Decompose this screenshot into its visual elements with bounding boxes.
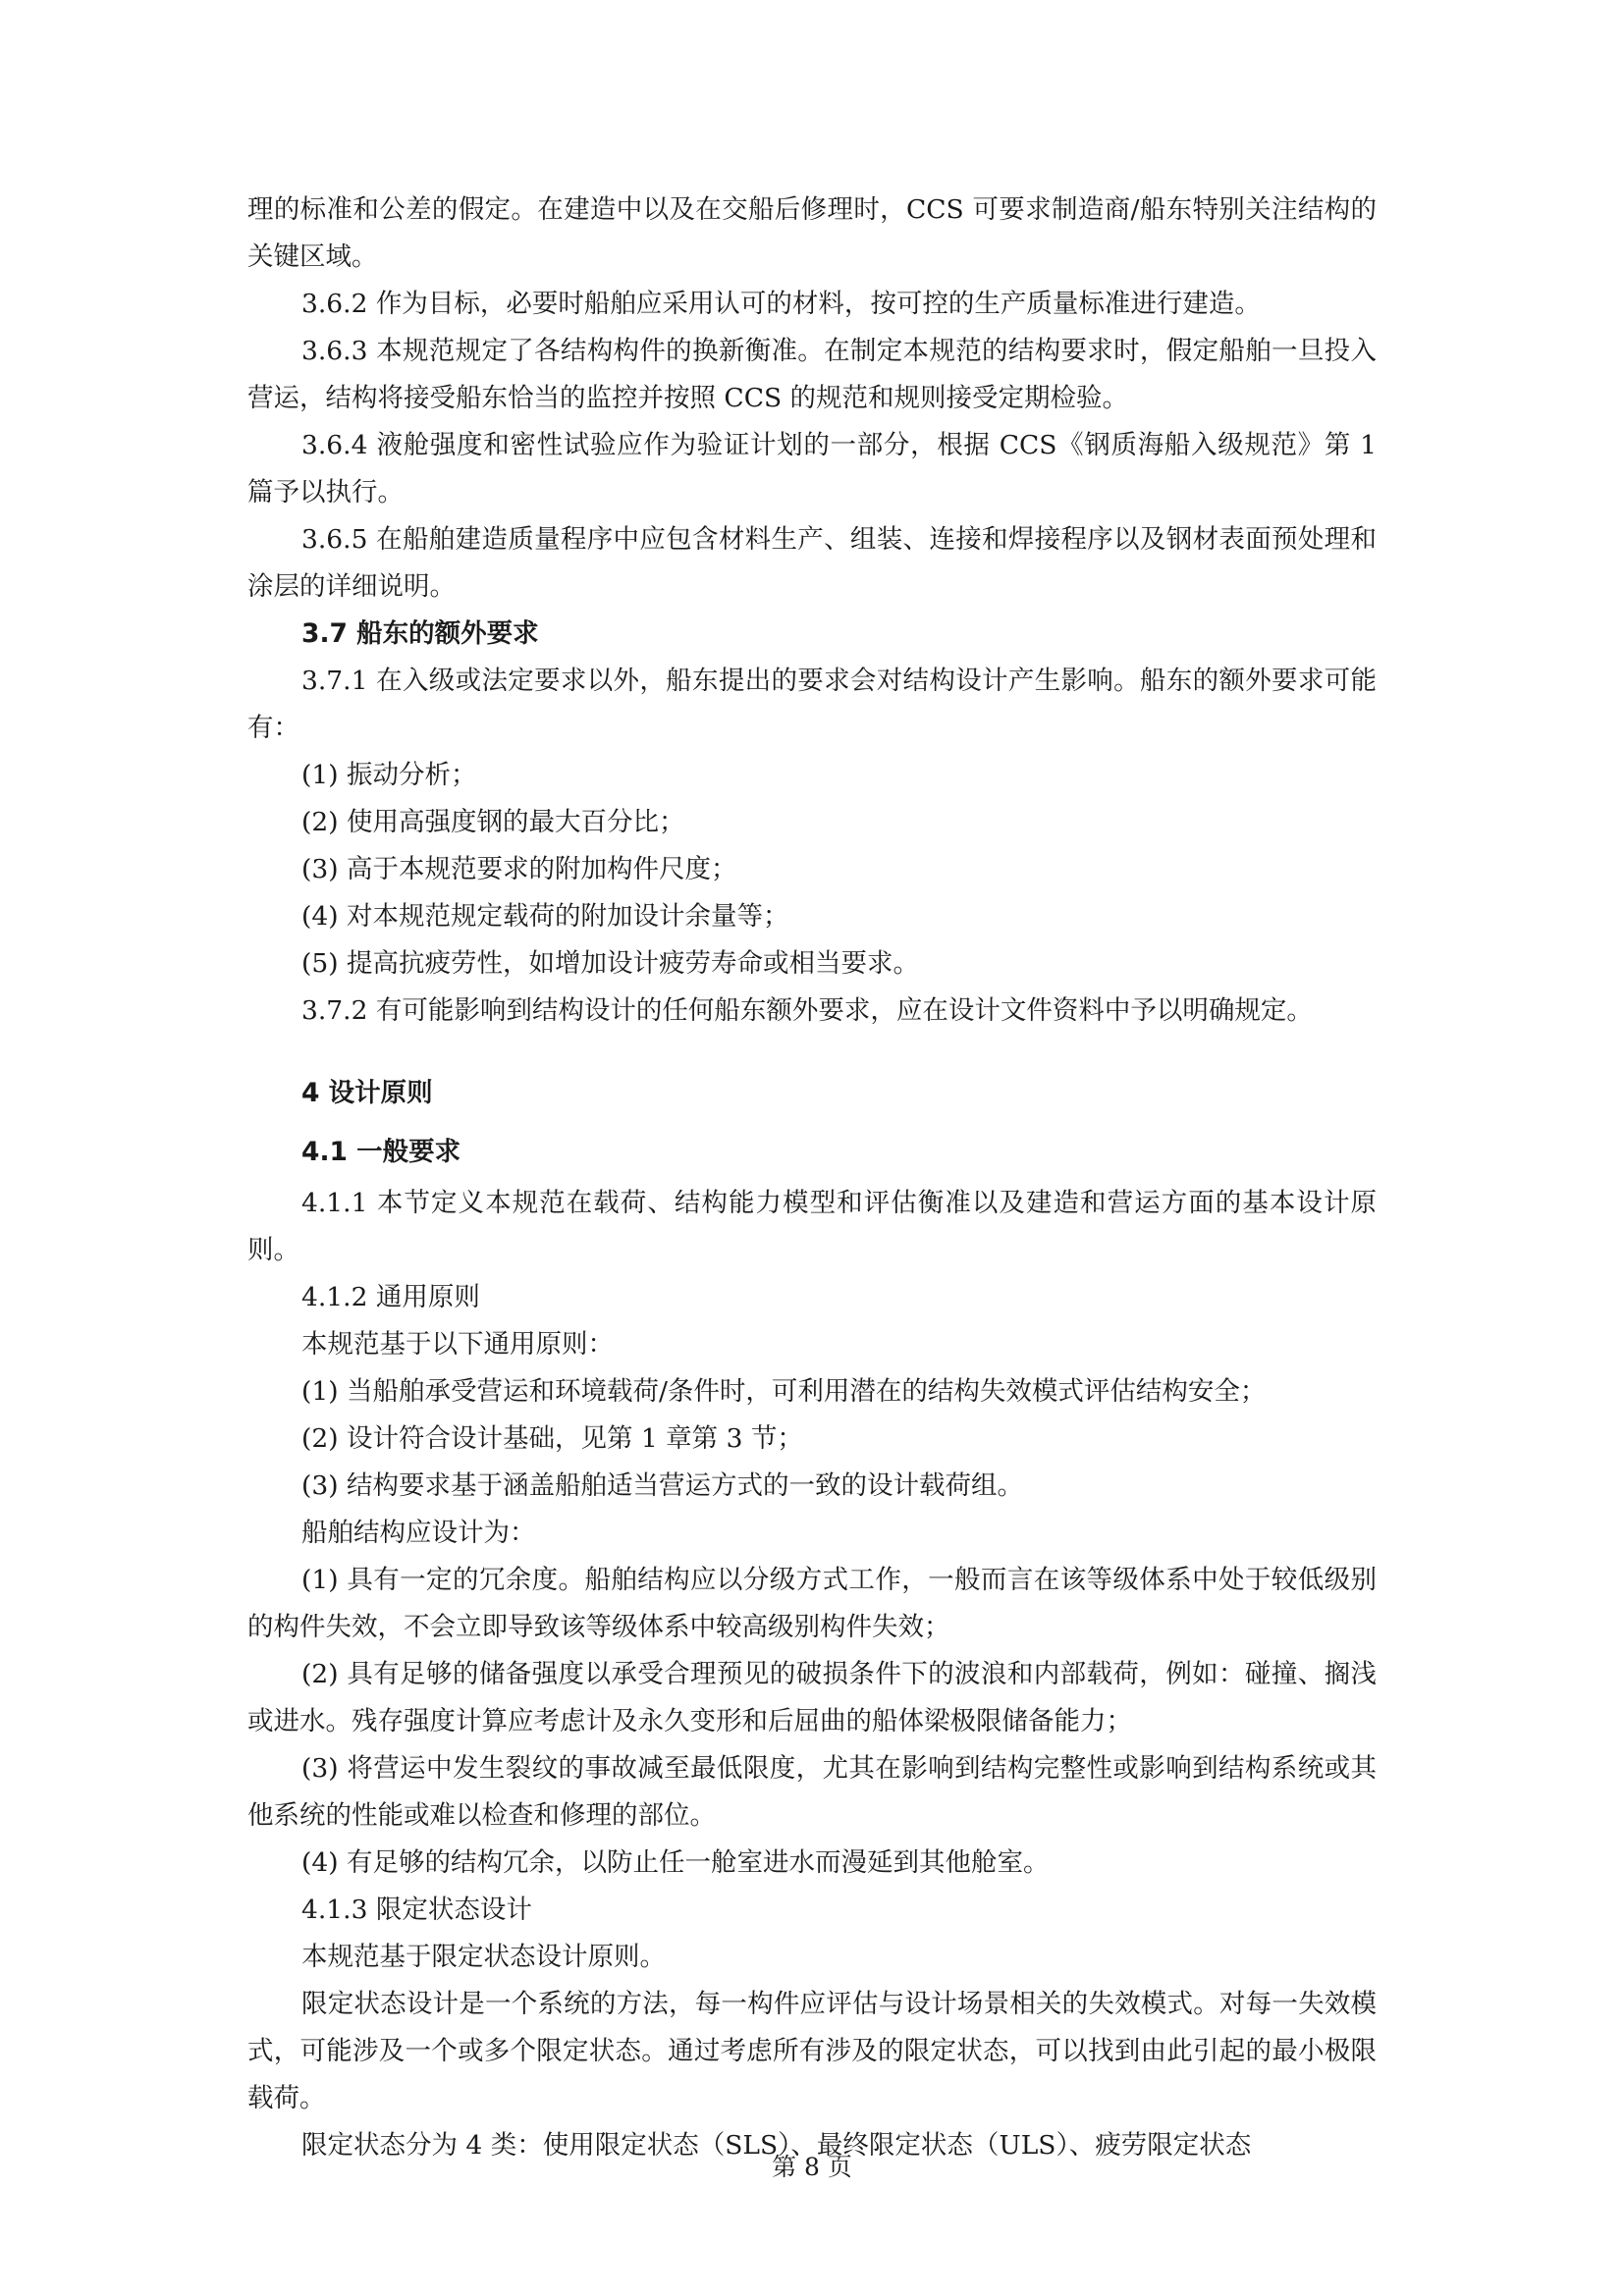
section-heading: 3.7 船东的额外要求 bbox=[301, 618, 539, 649]
paragraph: 本规范基于以下通用原则： bbox=[301, 1329, 614, 1360]
paragraph: 3.6.3 本规范规定了各结构构件的换新衡准。在制定本规范的结构要求时，假定船舶一旦投入营运，结构将接受船东恰当的监控并按照 CCS 的规范和规则接受定期检验。 bbox=[247, 336, 1377, 413]
paragraph: (1) 具有一定的冗余度。船舶结构应以分级方式工作，一般而言在该等级体系中处于较低级别的构件失效，不会立即导致该等级体系中较高级别构件失效； bbox=[247, 1565, 1377, 1642]
paragraph: (4) 对本规范规定载荷的附加设计余量等； bbox=[301, 901, 789, 932]
paragraph: (5) 提高抗疲劳性，如增加设计疲劳寿命或相当要求。 bbox=[301, 948, 919, 979]
section-heading: 4.1 一般要求 bbox=[301, 1137, 461, 1167]
paragraph: 3.6.5 在船舶建造质量程序中应包含材料生产、组装、连接和焊接程序以及钢材表面预处理和涂层的详细说明。 bbox=[247, 524, 1377, 602]
page-body bbox=[247, 187, 1377, 2169]
paragraph: (2) 具有足够的储备强度以承受合理预见的破损条件下的波浪和内部载荷，例如：碰撞、搁浅或进水。残存强度计算应考虑计及永久变形和后屈曲的船体梁极限储备能力； bbox=[247, 1659, 1377, 1736]
paragraph: 4.1.2 通用原则 bbox=[301, 1282, 480, 1312]
paragraph: 本规范基于限定状态设计原则。 bbox=[301, 1942, 666, 1972]
paragraph: 船舶结构应设计为： bbox=[301, 1518, 536, 1548]
paragraph: (2) 使用高强度钢的最大百分比； bbox=[301, 807, 685, 837]
paragraph: 3.6.4 液舱强度和密性试验应作为验证计划的一部分，根据 CCS《钢质海船入级规范》第 1 篇予以执行。 bbox=[247, 430, 1377, 507]
paragraph: (1) 振动分析； bbox=[301, 760, 477, 790]
paragraph: (3) 结构要求基于涵盖船舶适当营运方式的一致的设计载荷组。 bbox=[301, 1470, 1023, 1501]
paragraph: (1) 当船舶承受营运和环境载荷/条件时，可利用潜在的结构失效模式评估结构安全； bbox=[301, 1376, 1267, 1407]
paragraph: 限定状态分为 4 类：使用限定状态（SLS）、最终限定状态（ULS）、疲劳限定状态 bbox=[301, 2130, 1252, 2161]
paragraph: (2) 设计符合设计基础，见第 1 章第 3 节； bbox=[301, 1423, 803, 1454]
paragraph: 3.6.2 作为目标，必要时船舶应采用认可的材料，按可控的生产质量标准进行建造。 bbox=[301, 289, 1261, 319]
chapter-heading: 4 设计原则 bbox=[301, 1078, 433, 1108]
paragraph: 理的标准和公差的假定。在建造中以及在交船后修理时，CCS 可要求制造商/船东特别关注结构的关键区域。 bbox=[247, 194, 1377, 272]
page-footer: 第 8 页 bbox=[772, 2153, 852, 2181]
paragraph: (3) 将营运中发生裂纹的事故减至最低限度，尤其在影响到结构完整性或影响到结构系统或其他系统的性能或难以检查和修理的部位。 bbox=[247, 1753, 1377, 1831]
paragraph: 限定状态设计是一个系统的方法，每一构件应评估与设计场景相关的失效模式。对每一失效模式，可能涉及一个或多个限定状态。通过考虑所有涉及的限定状态，可以找到由此引起的最小极限载荷。 bbox=[247, 1989, 1377, 2113]
paragraph: 3.7.2 有可能影响到结构设计的任何船东额外要求，应在设计文件资料中予以明确规定。 bbox=[301, 995, 1313, 1026]
paragraph: (3) 高于本规范要求的附加构件尺度； bbox=[301, 854, 737, 884]
paragraph: 4.1.1 本节定义本规范在载荷、结构能力模型和评估衡准以及建造和营运方面的基本设计原则。 bbox=[247, 1188, 1377, 1265]
paragraph: 3.7.1 在入级或法定要求以外，船东提出的要求会对结构设计产生影响。船东的额外要求可能有： bbox=[247, 666, 1377, 743]
paragraph: (4) 有足够的结构冗余，以防止任一舱室进水而漫延到其他舱室。 bbox=[301, 1847, 1050, 1878]
paragraph: 4.1.3 限定状态设计 bbox=[301, 1895, 532, 1925]
